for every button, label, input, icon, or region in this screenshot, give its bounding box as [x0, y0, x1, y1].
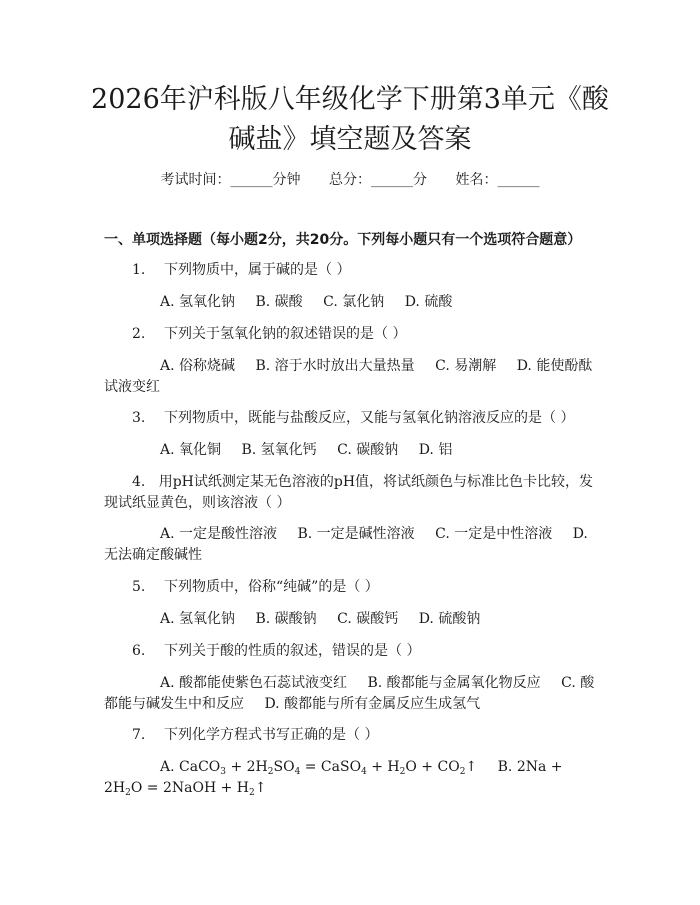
formula-part: + 2H [226, 759, 268, 775]
question-3 [104, 408, 598, 429]
option-b: B. 碳酸钠 [255, 611, 317, 627]
option-a: A. 氢氧化钠 [160, 294, 236, 310]
formula-part: O + CO [405, 759, 460, 775]
formula-subscript: 2 [267, 767, 274, 777]
question-7 [104, 725, 598, 746]
option-a: A. 氧化铜 [160, 442, 222, 458]
question-1-options [104, 292, 598, 313]
exam-score: 总分：______分 [329, 172, 427, 188]
question-number: 4. [132, 474, 146, 490]
option-a: A. 氢氧化钠 [160, 611, 236, 627]
question-text: 下列物质中，既能与盐酸反应，又能与氢氧化钠溶液反应的是（ ） [164, 410, 575, 426]
formula-subscript: 2 [249, 788, 255, 798]
question-text: 下列关于酸的性质的叙述，错误的是（ ） [164, 643, 421, 659]
formula-part: + H [366, 759, 400, 775]
question-7-options [104, 757, 598, 799]
question-3-options [104, 440, 598, 461]
question-text: 下列物质中，属于碱的是（ ） [164, 262, 351, 278]
question-2-options [104, 356, 598, 398]
question-5 [104, 577, 598, 598]
question-4-options [104, 524, 598, 566]
formula-subscript: 2 [459, 767, 466, 777]
question-number: 1. [132, 262, 146, 278]
option-c: C. 碳酸钙 [337, 611, 399, 627]
formula-part: = CaSO [300, 759, 362, 775]
option-a [160, 759, 477, 775]
option-a: A. 一定是酸性溶液 [160, 526, 278, 542]
formula-subscript: 4 [361, 767, 367, 777]
option-c: C. 碳酸钠 [337, 442, 399, 458]
exam-info [0, 169, 700, 189]
option-d: D. 酸都能与所有金属反应生成氢气 [264, 696, 481, 712]
option-b: B. 氢氧化钙 [241, 442, 317, 458]
formula-part: O = 2NaOH + H [130, 780, 249, 796]
document-title-line-2: 碱盐》填空题及答案 [228, 124, 472, 155]
option-d: D. 无法确定酸碱性 [104, 526, 588, 563]
question-4 [104, 472, 598, 514]
formula-subscript: 2 [125, 788, 131, 798]
question-1 [104, 260, 598, 281]
option-d: D. 硫酸 [404, 294, 453, 310]
option-c: C. 氯化钠 [323, 294, 385, 310]
formula-subscript: 2 [399, 767, 406, 777]
question-text: 下列关于氢氧化钠的叙述错误的是（ ） [164, 326, 407, 342]
question-number: 5. [132, 579, 146, 595]
option-a: A. 俗称烧碱 [160, 358, 236, 374]
option-label: A. [160, 759, 175, 775]
option-a: A. 酸都能使紫色石蕊试液变红 [160, 675, 348, 691]
question-number: 3. [132, 410, 146, 426]
option-b: B. 一定是碱性溶液 [297, 526, 415, 542]
formula-part: CaCO [179, 759, 221, 775]
document-title-line-1: 2026年沪科版八年级化学下册第3单元《酸 [91, 84, 609, 115]
formula-part: 2Na + 2H [104, 759, 563, 796]
option-d: D. 铝 [418, 442, 453, 458]
question-text: 下列物质中，俗称“纯碱”的是（ ） [164, 579, 379, 595]
section-heading: 一、单项选择题（每小题2分，共20分。下列每小题只有一个选项符合题意） [104, 232, 582, 248]
option-label: B. [497, 759, 513, 775]
option-c: C. 易潮解 [435, 358, 497, 374]
question-6 [104, 641, 598, 662]
option-b: B. 溶于水时放出大量热量 [255, 358, 415, 374]
question-number: 7. [132, 727, 146, 743]
formula-part: SO [273, 759, 295, 775]
question-text: 用pH试纸测定某无色溶液的pH值，将试纸颜色与标准比色卡比较，发现试纸显黄色，则该溶液（ ） [104, 474, 594, 511]
option-c: C. 酸都能与碱发生中和反应 [104, 675, 595, 712]
question-6-options [104, 673, 598, 715]
formula-subscript: 4 [294, 767, 301, 777]
question-number: 6. [132, 643, 146, 659]
formula-part: ↑ [254, 780, 267, 796]
option-c: C. 一定是中性溶液 [435, 526, 553, 542]
option-d: D. 能使酚酞试液变红 [104, 358, 593, 395]
question-2 [104, 324, 598, 345]
question-text: 下列化学方程式书写正确的是（ ） [164, 727, 379, 743]
option-b: B. 酸都能与金属氧化物反应 [367, 675, 541, 691]
option-b: B. 碳酸 [255, 294, 303, 310]
formula-subscript: 3 [220, 767, 226, 777]
exam-time: 考试时间：______分钟 [160, 172, 301, 188]
formula-part: ↑ [465, 759, 478, 775]
student-name: 姓名：______ [455, 172, 540, 188]
question-number: 2. [132, 326, 146, 342]
option-d: D. 硫酸钠 [418, 611, 481, 627]
question-5-options [104, 609, 598, 630]
